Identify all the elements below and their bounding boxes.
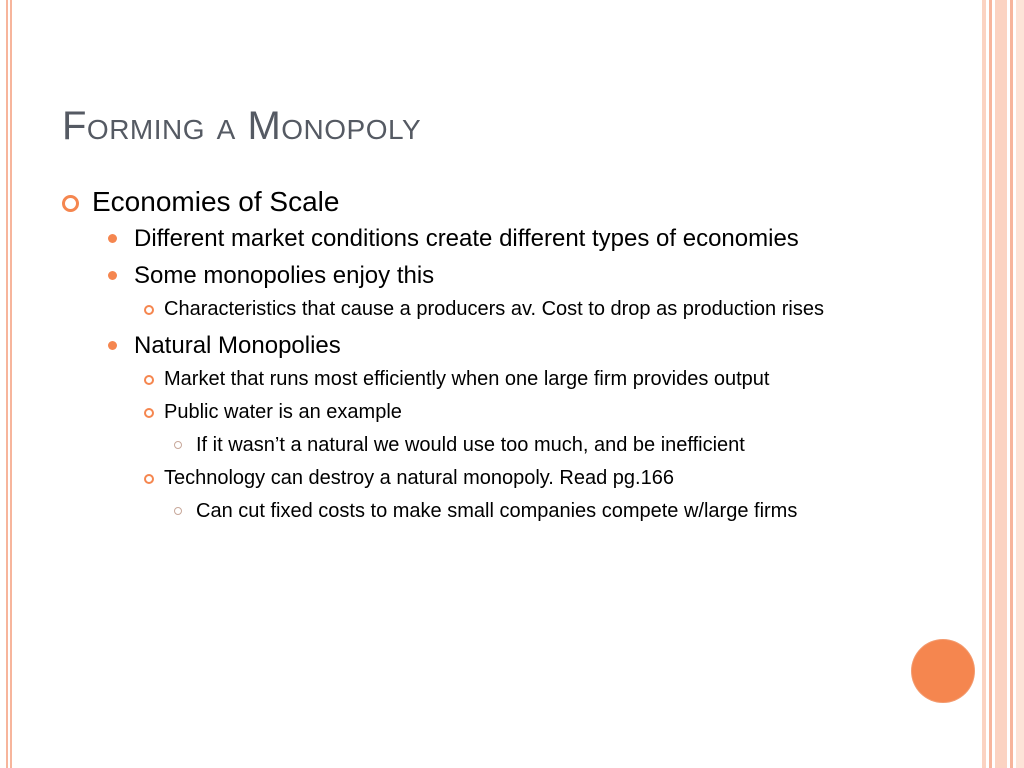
left-frame-border (6, 0, 12, 768)
bullet-text: Different market conditions create different types of economies (134, 225, 799, 252)
decorative-orange-circle (912, 640, 974, 702)
bullet-level-1 (62, 182, 882, 222)
bullet-text: Economies of Scale (92, 186, 340, 217)
bullet-level-2 (106, 329, 882, 362)
small-ring-bullet-icon (144, 474, 154, 484)
faint-ring-bullet-icon (174, 441, 182, 449)
bullet-level-4 (174, 432, 882, 459)
ring-bullet-icon (62, 195, 79, 212)
bullet-text: Characteristics that cause a producers av. Cost to drop as production rises (164, 298, 824, 320)
stripe-3 (995, 0, 1007, 768)
bullet-text: Can cut fixed costs to make small companies compete w/large firms (196, 500, 798, 522)
bullet-level-3 (144, 366, 882, 393)
dot-bullet-icon (108, 234, 117, 243)
bullet-text: Market that runs most efficiently when one large firm provides output (164, 368, 770, 390)
bullet-level-2 (106, 222, 882, 255)
bullet-text: Public water is an example (164, 401, 402, 423)
stripe-5 (1016, 0, 1024, 768)
dot-bullet-icon (108, 341, 117, 350)
bullet-level-3 (144, 399, 882, 426)
small-ring-bullet-icon (144, 375, 154, 385)
small-ring-bullet-icon (144, 408, 154, 418)
dot-bullet-icon (108, 271, 117, 280)
bullet-text: If it wasn’t a natural we would use too much, and be inefficient (196, 434, 745, 456)
bullet-level-3 (144, 296, 882, 323)
bullet-text: Technology can destroy a natural monopoly. Read pg.166 (164, 467, 674, 489)
slide-title: Forming a Monopoly (62, 104, 422, 148)
bullet-text: Some monopolies enjoy this (134, 262, 435, 289)
faint-ring-bullet-icon (174, 507, 182, 515)
bullet-level-2 (106, 259, 882, 292)
bullet-level-3 (144, 465, 882, 492)
small-ring-bullet-icon (144, 305, 154, 315)
right-frame-stripes (982, 0, 1024, 768)
stripe-2 (989, 0, 992, 768)
stripe-1 (982, 0, 986, 768)
bullet-level-4 (174, 498, 882, 525)
stripe-4 (1010, 0, 1013, 768)
bullet-list (62, 182, 882, 531)
bullet-text: Natural Monopolies (134, 332, 341, 359)
